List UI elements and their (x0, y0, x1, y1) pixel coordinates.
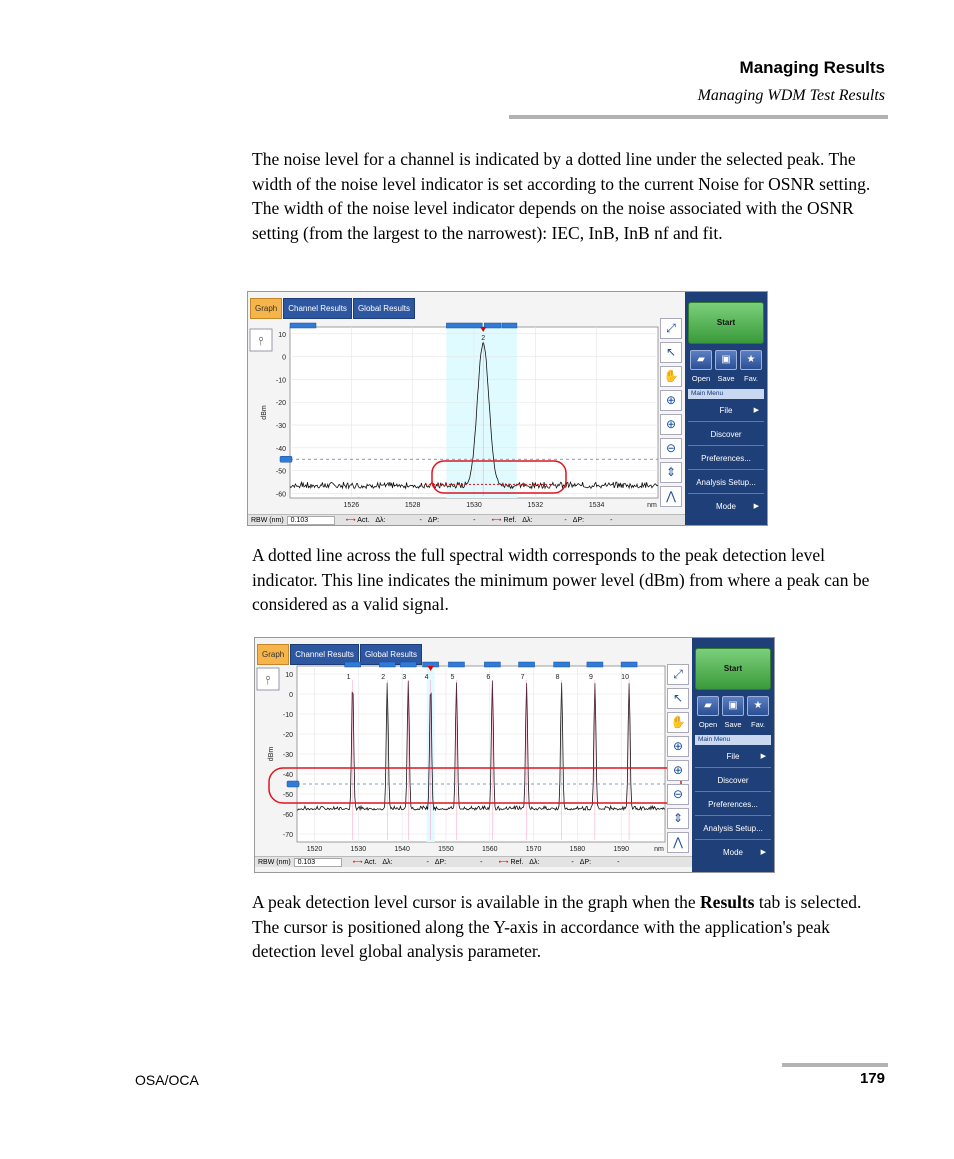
x-tick-label: 1590 (613, 846, 629, 853)
favorites-button[interactable]: ★ (740, 350, 762, 370)
y-tick-label: -30 (275, 423, 286, 431)
channel-marker (400, 662, 416, 667)
delta-lambda-label: Δλ: (382, 858, 393, 866)
markers-icon[interactable]: ⇕ (667, 808, 689, 829)
fav-label: Fav. (743, 374, 759, 383)
selected-channel-band (446, 327, 517, 498)
menu-preferences[interactable]: Preferences... (695, 793, 771, 816)
antenna-icon: ⫯ (258, 334, 264, 348)
delta-lambda-value: - (564, 516, 567, 524)
y-tick-label: -10 (282, 712, 293, 719)
main-menu-header: Main Menu (695, 735, 771, 745)
menu-mode[interactable]: Mode ▶ (695, 841, 771, 864)
main-menu-header: Main Menu (688, 389, 764, 399)
channel-marker (554, 662, 570, 667)
open-label: Open (698, 720, 718, 729)
header-title: Managing Results (739, 58, 885, 77)
paragraph-detection-level: A dotted line across the full spectral width corresponds to the peak detection level indicator. This line indicates the minimum power level (dBm) from where a peak can be considered as a valid signal. (252, 545, 870, 614)
delta-lambda-value: - (426, 858, 429, 866)
peak-icon[interactable]: ⋀ (667, 832, 689, 853)
footer-product: OSA/OCA (135, 1072, 199, 1088)
x-tick-label: 1534 (588, 502, 605, 509)
x-tick-label: 1540 (394, 846, 410, 853)
peak-label: 9 (588, 674, 593, 681)
peak-label: 2 (481, 334, 486, 342)
ref-marker[interactable]: ⟷ Ref. (498, 859, 524, 866)
channel-marker (519, 662, 535, 667)
peak-icon[interactable]: ⋀ (660, 486, 682, 507)
zoom-area-icon[interactable]: ⊕ (660, 390, 682, 411)
delta-lambda-label: Δλ: (529, 858, 540, 866)
tab-global-results[interactable]: Global Results (353, 298, 415, 319)
rbw-value: 0.103 (294, 858, 342, 867)
start-button[interactable]: Start (688, 302, 764, 344)
delta-p-value: - (617, 858, 620, 866)
y-tick-label: -30 (282, 752, 293, 759)
x-tick-label: 1560 (481, 846, 498, 853)
delta-p-value: - (610, 516, 613, 524)
open-button[interactable]: ▰ (697, 696, 719, 716)
antenna-icon: ⫯ (265, 673, 271, 687)
rbw-label: RBW (nm) (251, 516, 284, 524)
x-tick-label: 1580 (569, 846, 586, 853)
y-tick-label: -40 (282, 772, 293, 779)
channel-marker (587, 662, 603, 667)
delta-lambda-label: Δλ: (522, 516, 533, 524)
pointer-icon[interactable]: ↖ (667, 688, 689, 709)
screenshot-noise-level (247, 291, 768, 526)
channel-marker (290, 323, 316, 328)
zoom-out-icon[interactable]: ⊖ (660, 438, 682, 459)
delta-p-label: ΔP: (579, 858, 592, 866)
zoom-in-icon[interactable]: ⊕ (660, 414, 682, 435)
screenshot-detection-level (254, 637, 775, 873)
chevron-right-icon: ▶ (760, 849, 766, 856)
delta-p-label: ΔP: (572, 516, 585, 524)
menu-mode[interactable]: Mode ▶ (688, 495, 764, 518)
page-number: 179 (859, 1070, 885, 1087)
y-tick-label: -20 (282, 732, 293, 739)
act-marker[interactable]: ⟷ Act. (352, 859, 377, 866)
peak-label: 4 (424, 674, 429, 681)
channel-marker (446, 323, 482, 328)
favorites-button[interactable]: ★ (747, 696, 769, 716)
ref-marker[interactable]: ⟷ Ref. (491, 517, 517, 524)
header-subtitle: Managing WDM Test Results (697, 87, 885, 104)
delta-lambda-label: Δλ: (375, 516, 386, 524)
tab-channel-results[interactable]: Channel Results (283, 298, 352, 319)
zoom-fit-icon[interactable]: ⤢ (660, 318, 682, 339)
y-tick-label: -50 (275, 468, 286, 476)
tab-graph[interactable]: Graph (257, 644, 289, 665)
markers-icon[interactable]: ⇕ (660, 462, 682, 483)
hand-icon[interactable]: ✋ (660, 366, 682, 387)
pointer-icon[interactable]: ↖ (660, 342, 682, 363)
x-unit-label: nm (654, 846, 664, 853)
save-label: Save (717, 374, 735, 383)
zoom-fit-icon[interactable]: ⤢ (667, 664, 689, 685)
start-button[interactable]: Start (695, 648, 771, 690)
side-panel (685, 292, 768, 525)
delta-lambda-value: - (419, 516, 422, 524)
y-tick-label: -20 (275, 400, 286, 408)
channel-marker (379, 662, 395, 667)
delta-lambda-value: - (571, 858, 574, 866)
peak-label: 6 (486, 674, 491, 681)
menu-analysis-setup[interactable]: Analysis Setup... (695, 817, 771, 840)
rbw-value: 0.103 (287, 516, 335, 525)
footer-rule (782, 1063, 888, 1067)
zoom-in-icon[interactable]: ⊕ (667, 760, 689, 781)
channel-marker (502, 323, 517, 328)
status-bar (255, 856, 692, 867)
y-tick-label: -50 (282, 792, 293, 799)
y-tick-label: 0 (282, 354, 286, 362)
save-label: Save (724, 720, 742, 729)
delta-p-label: ΔP: (427, 516, 440, 524)
chevron-right-icon: ▶ (760, 753, 766, 760)
results-tab-reference: Results (700, 892, 755, 912)
x-tick-label: 1550 (438, 846, 454, 853)
zoom-out-icon[interactable]: ⊖ (667, 784, 689, 805)
act-marker[interactable]: ⟷ Act. (345, 517, 370, 524)
fav-label: Fav. (750, 720, 766, 729)
peak-label: 2 (381, 674, 386, 681)
y-axis-label: dBm (268, 746, 275, 762)
x-tick-label: 1528 (404, 502, 421, 509)
paragraph-detection-cursor: A peak detection level cursor is available in the graph when the Results tab is selected. The cursor is positioned along the Y-axis in accordance with the application's peak detection level global analysis parameter. (252, 892, 862, 961)
paragraph-noise-level: The noise level for a channel is indicated by a dotted line under the selected peak. The width of the noise level indicator is set according to the current Noise for OSNR setting. The width of the noise level indicator depends on the noise associated with the OSNR setting (from the largest to the narrowest): IEC, InB, InB nf and fit. (252, 149, 871, 243)
chevron-right-icon: ▶ (753, 407, 759, 414)
menu-analysis-setup[interactable]: Analysis Setup... (688, 471, 764, 494)
peak-label: 1 (346, 674, 351, 681)
menu-file[interactable]: File ▶ (695, 745, 771, 768)
channel-marker (448, 662, 464, 667)
y-axis-label: dBm (261, 405, 268, 420)
tab-channel-results[interactable]: Channel Results (290, 644, 359, 665)
delta-p-label: ΔP: (434, 858, 447, 866)
channel-marker (484, 323, 501, 328)
x-tick-label: 1520 (306, 846, 323, 853)
peak-detection-cursor (287, 781, 299, 787)
side-panel (692, 638, 775, 872)
x-unit-label: nm (647, 502, 657, 509)
y-tick-label: -10 (275, 377, 286, 385)
y-tick-label: -70 (282, 832, 293, 839)
x-tick-label: 1530 (350, 846, 367, 853)
hand-icon[interactable]: ✋ (667, 712, 689, 733)
y-tick-label: -60 (282, 812, 293, 819)
menu-preferences[interactable]: Preferences... (688, 447, 764, 470)
peak-label: 5 (450, 674, 455, 681)
tab-graph[interactable]: Graph (250, 298, 282, 319)
chevron-right-icon: ▶ (753, 503, 759, 510)
menu-file[interactable]: File ▶ (688, 399, 764, 422)
y-tick-label: -40 (275, 445, 286, 453)
save-button[interactable]: ▣ (715, 350, 737, 370)
channel-marker (484, 662, 500, 667)
zoom-area-icon[interactable]: ⊕ (667, 736, 689, 757)
x-tick-label: 1570 (525, 846, 542, 853)
peak-label: 8 (555, 674, 560, 681)
delta-p-value: - (480, 858, 483, 866)
channel-marker (621, 662, 637, 667)
x-tick-label: 1532 (527, 502, 544, 509)
header-rule (509, 115, 888, 119)
channel-marker (345, 662, 361, 667)
open-label: Open (691, 374, 711, 383)
menu-discover[interactable]: Discover (688, 423, 764, 446)
menu-discover[interactable]: Discover (695, 769, 771, 792)
peak-label: 7 (520, 674, 525, 681)
save-button[interactable]: ▣ (722, 696, 744, 716)
peak-label: 3 (402, 674, 407, 681)
x-tick-label: 1530 (466, 502, 482, 509)
peak-detection-cursor (280, 456, 292, 462)
x-tick-label: 1526 (343, 502, 360, 509)
status-bar (248, 514, 685, 525)
y-tick-label: 10 (278, 331, 286, 339)
delta-p-value: - (473, 516, 476, 524)
y-tick-label: 10 (285, 672, 293, 679)
y-tick-label: 0 (289, 692, 293, 699)
y-tick-label: -60 (275, 491, 286, 499)
rbw-label: RBW (nm) (258, 858, 291, 866)
peak-label: 10 (621, 674, 629, 681)
tab-global-results[interactable]: Global Results (360, 644, 422, 665)
open-button[interactable]: ▰ (690, 350, 712, 370)
